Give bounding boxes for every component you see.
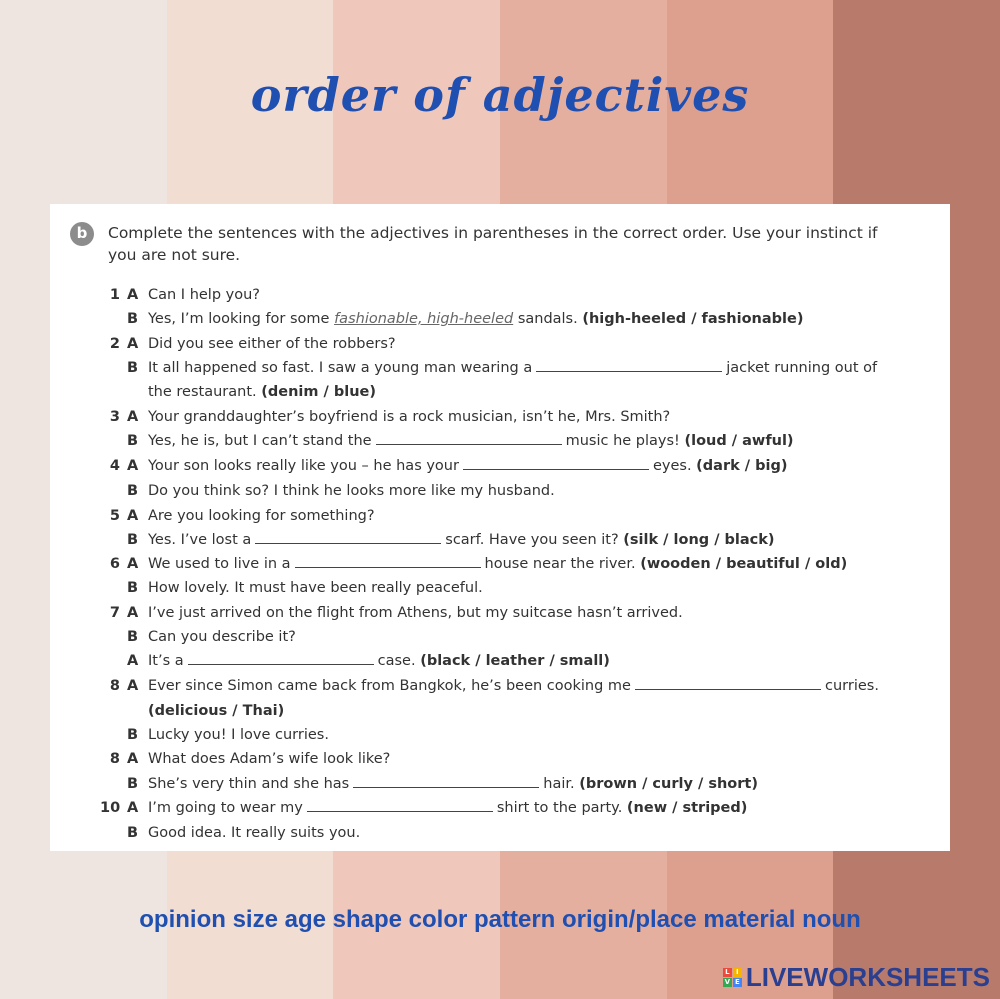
line-text — [148, 796, 747, 820]
line-text: Lucky you! I love curries. — [148, 727, 329, 743]
text-after: jacket running out of — [726, 360, 878, 376]
text-before: Your son looks really like you – he has your — [148, 458, 459, 474]
answer-blank[interactable] — [536, 356, 722, 372]
speaker-label: A — [127, 409, 139, 425]
item-number: 3 — [109, 409, 120, 425]
page-title: order of adjectives — [250, 68, 750, 122]
adjective-hint: (black / leather / small) — [420, 653, 610, 669]
item-number: 8 — [109, 751, 120, 767]
text-after: house near the river. — [484, 556, 636, 572]
speaker-label: A — [127, 458, 139, 474]
item-number: 2 — [109, 336, 120, 352]
speaker-label: A — [127, 556, 139, 572]
text-before: It’s a — [148, 653, 184, 669]
answer-blank[interactable] — [376, 429, 562, 445]
exercise-instructions: Complete the sentences with the adjectives in parentheses in the correct order. Use your instinct if you are not sure. — [108, 224, 878, 264]
text-before: Ever since Simon came back from Bangkok, he’s been cooking me — [148, 678, 631, 694]
liveworksheets-logo[interactable] — [723, 962, 990, 993]
text-before: Yes, I’m looking for some — [148, 311, 330, 327]
text-before: She’s very thin and she has — [148, 776, 350, 792]
speaker-label: A — [127, 508, 139, 524]
item-number: 1 — [109, 287, 120, 303]
line-text — [148, 454, 788, 478]
answer-blank[interactable] — [463, 454, 649, 470]
line-text — [148, 356, 877, 380]
line-text — [148, 429, 794, 453]
logo-text: LIVEWORKSHEETS — [745, 962, 990, 992]
item-number: 10 — [100, 800, 121, 816]
logo-mark-icon — [723, 968, 742, 987]
line-text: Do you think so? I think he looks more like my husband. — [148, 483, 555, 499]
adjective-hint: (delicious / Thai) — [148, 703, 285, 719]
line-text — [148, 772, 758, 796]
speaker-label: A — [127, 678, 139, 694]
adjective-hint: (new / striped) — [626, 800, 748, 816]
speaker-label: B — [127, 483, 139, 499]
line-text: I’ve just arrived on the flight from Athens, but my suitcase hasn’t arrived. — [148, 605, 683, 621]
speaker-label: A — [127, 336, 139, 352]
logo-mark-letter: L — [723, 968, 732, 977]
text-after: music he plays! — [565, 433, 680, 449]
line-text — [148, 699, 284, 723]
line-text — [148, 307, 803, 331]
line-text: Good idea. It really suits you. — [148, 825, 361, 841]
line-text: What does Adam’s wife look like? — [148, 751, 391, 767]
line-text: How lovely. It must have been really peaceful. — [148, 580, 483, 596]
line-text — [148, 528, 775, 552]
line-text: Can I help you? — [148, 287, 260, 303]
text-before: It all happened so fast. I saw a young man wearing a — [148, 360, 533, 376]
item-number: 8 — [109, 678, 120, 694]
speaker-label: B — [127, 727, 139, 743]
speaker-label: A — [127, 653, 139, 669]
text-after: hair. — [543, 776, 575, 792]
item-number: 7 — [109, 605, 120, 621]
adjective-order-footer: opinion size age shape color pattern origin/place material noun — [139, 906, 861, 933]
answer-blank[interactable] — [353, 772, 539, 788]
adjective-hint: (wooden / beautiful / old) — [640, 556, 848, 572]
speaker-label: B — [127, 532, 139, 548]
text-before: Yes, he is, but I can’t stand the — [148, 433, 372, 449]
line-text: Are you looking for something? — [148, 508, 375, 524]
speaker-label: B — [127, 311, 139, 327]
speaker-label: B — [127, 360, 139, 376]
answer-blank[interactable] — [295, 552, 481, 568]
speaker-label: B — [127, 825, 139, 841]
line-text: Can you describe it? — [148, 629, 296, 645]
answer-blank[interactable] — [307, 796, 493, 812]
exercise-panel — [50, 204, 950, 851]
text-after: eyes. — [652, 458, 692, 474]
adjective-hint: (denim / blue) — [261, 384, 377, 400]
text-before: We used to live in a — [148, 556, 291, 572]
logo-mark-letter: I — [733, 968, 742, 977]
answer-blank[interactable] — [635, 674, 821, 690]
text-after: scarf. Have you seen it? — [445, 532, 619, 548]
text-after: sandals. — [517, 311, 578, 327]
line-text — [148, 649, 610, 673]
line-text: Did you see either of the robbers? — [148, 336, 396, 352]
logo-mark-letter: E — [733, 978, 742, 987]
line-text — [148, 552, 847, 576]
text-before: Yes. I’ve lost a — [148, 532, 252, 548]
adjective-hint: (brown / curly / short) — [579, 776, 758, 792]
adjective-hint: (high-heeled / fashionable) — [582, 311, 804, 327]
speaker-label: B — [127, 580, 139, 596]
item-number: 6 — [109, 556, 120, 572]
item-number: 5 — [109, 508, 120, 524]
speaker-label: B — [127, 629, 139, 645]
text-after: curries. — [824, 678, 879, 694]
line-text: Your granddaughter’s boyfriend is a rock musician, isn’t he, Mrs. Smith? — [148, 409, 671, 425]
line-text — [148, 380, 376, 404]
adjective-hint: (silk / long / black) — [623, 532, 775, 548]
text-before: the restaurant. — [148, 384, 257, 400]
speaker-label: A — [127, 605, 139, 621]
adjective-hint: (loud / awful) — [684, 433, 794, 449]
answer-blank[interactable] — [255, 528, 441, 544]
speaker-label: B — [127, 776, 139, 792]
speaker-label: A — [127, 800, 139, 816]
text-after: case. — [377, 653, 416, 669]
item-number: 4 — [109, 458, 120, 474]
speaker-label: B — [127, 433, 139, 449]
logo-mark-letter: V — [724, 978, 731, 986]
text-before: I’m going to wear my — [148, 800, 303, 816]
exercise-badge: b — [70, 222, 94, 246]
text-after: shirt to the party. — [496, 800, 623, 816]
speaker-label: A — [127, 751, 139, 767]
answer-blank[interactable] — [188, 649, 374, 665]
line-text — [148, 674, 879, 698]
adjective-hint: (dark / big) — [696, 458, 788, 474]
speaker-label: A — [127, 287, 139, 303]
example-answer: fashionable, high-heeled — [334, 311, 514, 327]
